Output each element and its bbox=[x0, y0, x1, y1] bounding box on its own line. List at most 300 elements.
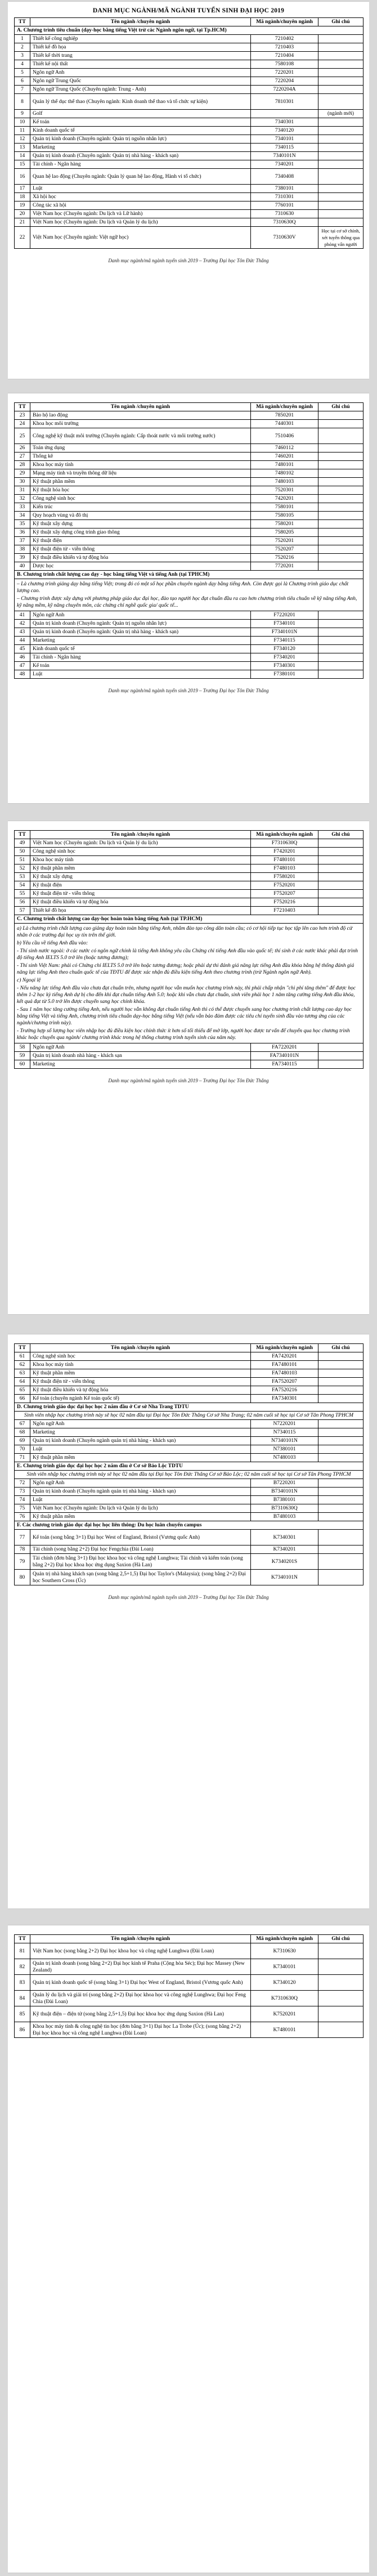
row-number: 19 bbox=[15, 201, 30, 210]
major-note bbox=[318, 428, 363, 444]
major-note bbox=[318, 1991, 363, 2006]
major-note bbox=[318, 1420, 363, 1428]
major-code: FA7340115 bbox=[251, 1060, 318, 1069]
major-note bbox=[318, 218, 363, 227]
note-paragraph: c) Ngoại lệ bbox=[17, 978, 41, 983]
major-name: Việt Nam học (Chuyên ngành: Du lịch và Lữ hành) bbox=[30, 210, 251, 218]
section-row bbox=[15, 915, 363, 924]
table-row bbox=[15, 881, 363, 890]
majors-table bbox=[14, 1934, 363, 2038]
major-code: FA7340101N bbox=[251, 1052, 318, 1060]
row-number: 28 bbox=[15, 461, 30, 469]
major-code: 7480103 bbox=[251, 478, 318, 486]
row-number: 55 bbox=[15, 890, 30, 898]
major-name: Kỹ thuật xây dựng bbox=[30, 520, 251, 528]
major-name: Ngôn ngữ Trung Quốc bbox=[30, 77, 251, 86]
major-note: Học tại cơ sở chính, xét tuyển thông qua phỏng vấn người bbox=[318, 227, 363, 249]
major-note bbox=[318, 1395, 363, 1403]
major-note bbox=[318, 60, 363, 69]
header-name: Tên ngành /chuyên ngành bbox=[30, 1344, 251, 1352]
header-note: Ghi chú bbox=[318, 1344, 363, 1352]
major-code: 7380101 bbox=[251, 185, 318, 193]
major-code: F7340101N bbox=[251, 628, 318, 637]
row-number: 48 bbox=[15, 670, 30, 679]
table-row bbox=[15, 890, 363, 898]
header-tt: TT bbox=[15, 831, 30, 839]
major-name: Kỹ thuật phần mềm bbox=[30, 1513, 251, 1521]
table-row bbox=[15, 907, 363, 915]
major-name: Khoa học máy tính & công nghệ tin học (đơn bằng 3+1) Đại học La Trobe (Úc); (song bằng 2+2) Đại học khoa học và công nghệ Lunghwa (Đài Loan) bbox=[30, 2022, 251, 2038]
majors-table bbox=[14, 402, 363, 679]
major-note bbox=[318, 77, 363, 86]
note-paragraph: - Nếu năng lực tiếng Anh đầu vào chưa đạt chuẩn trên, nhưng người học vẫn muốn học chương trình này, thì phải chấp nhận "chi phí tăng thêm" để được học thêm 1-2 học kỳ tiếng Anh dự bị cho đến khi đạt chuẩn tiếng Anh 5.0; hoặc khi vẫn chưa đạt chuẩn, sinh viên phải học 1 năm tăng cường tiếng Anh đầu khóa, kết quả đạt từ 5.0 trở lên được chuyển sang học chính khóa. bbox=[17, 985, 356, 1005]
section-row bbox=[15, 571, 363, 579]
section-subtext: Sinh viên nhập học chương trình này sẽ học 02 năm đầu tại Đại học Tôn Đức Thắng Cơ sở Nha Trang; 02 năm cuối sẽ học tại Cơ sở Tân Phong TPHCM bbox=[15, 1412, 363, 1420]
major-code: F7480103 bbox=[251, 864, 318, 873]
table-row bbox=[15, 411, 363, 420]
major-code: 7580108 bbox=[251, 60, 318, 69]
row-number: 78 bbox=[15, 1545, 30, 1554]
note-paragraph: - Thí sinh nước ngoài: ở các nước có ngôn ngữ chính là tiếng Anh không yêu cầu Chứng chỉ tiếng Anh đầu vào quốc tế; thí sinh ở các nước khác phải đạt trình độ tiếng Anh IELTS 5.0 trở lên (hoặc tương đương); bbox=[17, 948, 358, 961]
major-code: K7340101 bbox=[251, 1959, 318, 1975]
major-name: Quản trị nhà hàng khách sạn (song bằng 2,5+1,5) Đại học Taylor's (Malaysia); (song bằng 2+2) Đại học Southern Cross (Úc) bbox=[30, 1570, 251, 1585]
table-row bbox=[15, 503, 363, 512]
row-number: 71 bbox=[15, 1454, 30, 1462]
table-row bbox=[15, 428, 363, 444]
major-code: 7220204 bbox=[251, 77, 318, 86]
row-number: 60 bbox=[15, 1060, 30, 1069]
row-number: 39 bbox=[15, 554, 30, 562]
section-subtext: Sinh viên nhập học chương trình này sẽ học 02 năm đầu tại Đại học Tôn Đức Thắng Cơ sở Bảo Lộc; 02 năm cuối sẽ học tại Cơ sở Tân Phong TPHCM bbox=[15, 1471, 363, 1479]
major-code: F7380101 bbox=[251, 670, 318, 679]
major-code: N7380101 bbox=[251, 1445, 318, 1454]
table-row bbox=[15, 1943, 363, 1959]
major-code: 7580205 bbox=[251, 528, 318, 537]
table-row bbox=[15, 86, 363, 94]
row-number: 33 bbox=[15, 503, 30, 512]
row-number: 86 bbox=[15, 2022, 30, 2038]
major-code: K7340101N bbox=[251, 1570, 318, 1585]
major-name: Ngôn ngữ Anh bbox=[30, 1420, 251, 1428]
major-code: 7340408 bbox=[251, 169, 318, 185]
table-row bbox=[15, 628, 363, 637]
table-row bbox=[15, 562, 363, 571]
major-note bbox=[318, 185, 363, 193]
row-number: 32 bbox=[15, 495, 30, 503]
row-number: 46 bbox=[15, 653, 30, 662]
row-number: 82 bbox=[15, 1959, 30, 1975]
major-code: 7580201 bbox=[251, 520, 318, 528]
major-name: Kỹ thuật xây dựng bbox=[30, 873, 251, 881]
major-note bbox=[318, 1060, 363, 1069]
major-note bbox=[318, 201, 363, 210]
table-row bbox=[15, 873, 363, 881]
row-number: 70 bbox=[15, 1445, 30, 1454]
table-row bbox=[15, 637, 363, 645]
major-name: Việt Nam học (Chuyên ngành: Du lịch và Quản lý du lịch) bbox=[30, 218, 251, 227]
major-name: Mạng máy tính và truyền thông dữ liệu bbox=[30, 469, 251, 478]
major-note bbox=[318, 1959, 363, 1975]
row-number: 23 bbox=[15, 411, 30, 420]
major-note bbox=[318, 193, 363, 201]
major-name: Thiết kế nội thất bbox=[30, 60, 251, 69]
major-note bbox=[318, 1352, 363, 1361]
note-row bbox=[15, 924, 363, 1043]
major-name: Ngôn ngữ Anh bbox=[30, 69, 251, 77]
table-row bbox=[15, 2006, 363, 2022]
table-row bbox=[15, 160, 363, 169]
major-name: Luật bbox=[30, 1496, 251, 1504]
major-code: 7520207 bbox=[251, 545, 318, 554]
section-row bbox=[15, 1521, 363, 1530]
major-note bbox=[318, 562, 363, 571]
major-name: Tài chính (song bằng 2+2) Đại học Fengchia (Đài Loan) bbox=[30, 1545, 251, 1554]
major-note bbox=[318, 611, 363, 620]
table-row bbox=[15, 193, 363, 201]
header-code: Mã ngành/chuyên ngành bbox=[251, 403, 318, 411]
major-name: Công tác xã hội bbox=[30, 201, 251, 210]
major-note bbox=[318, 144, 363, 152]
major-name: Việt Nam học (Chuyên ngành: Việt ngữ học) bbox=[30, 227, 251, 249]
table-row bbox=[15, 620, 363, 628]
table-row bbox=[15, 1060, 363, 1069]
row-number: 68 bbox=[15, 1428, 30, 1437]
table-row bbox=[15, 670, 363, 679]
major-code: F7520207 bbox=[251, 890, 318, 898]
page-footer: Danh mục ngành/mã ngành tuyển sinh 2019 – Trường Đại học Tôn Đức Thắng bbox=[108, 258, 269, 263]
major-name: Dược học bbox=[30, 562, 251, 571]
major-code: K7340120 bbox=[251, 1975, 318, 1991]
table-row bbox=[15, 1496, 363, 1504]
major-code: 7210402 bbox=[251, 35, 318, 43]
row-number: 5 bbox=[15, 69, 30, 77]
row-number: 15 bbox=[15, 160, 30, 169]
table-row bbox=[15, 135, 363, 144]
major-code: 7520301 bbox=[251, 486, 318, 495]
major-name: Tài chính - Ngân hàng bbox=[30, 653, 251, 662]
major-note bbox=[318, 35, 363, 43]
major-name: Luật bbox=[30, 185, 251, 193]
major-note bbox=[318, 1437, 363, 1445]
row-number: 34 bbox=[15, 512, 30, 520]
major-note bbox=[318, 69, 363, 77]
major-note bbox=[318, 43, 363, 52]
major-name: Kỹ thuật phần mềm bbox=[30, 1369, 251, 1378]
table-row bbox=[15, 848, 363, 856]
table-row bbox=[15, 1513, 363, 1521]
row-number: 10 bbox=[15, 118, 30, 127]
table-row bbox=[15, 1437, 363, 1445]
row-number: 38 bbox=[15, 545, 30, 554]
major-note bbox=[318, 2022, 363, 2038]
major-note bbox=[318, 520, 363, 528]
major-name: Khoa học máy tính bbox=[30, 461, 251, 469]
major-name: Thiết kế đồ họa bbox=[30, 907, 251, 915]
major-note bbox=[318, 856, 363, 864]
row-number: 25 bbox=[15, 428, 30, 444]
table-row bbox=[15, 545, 363, 554]
major-code: K7340201S bbox=[251, 1554, 318, 1570]
row-number: 81 bbox=[15, 1943, 30, 1959]
major-note bbox=[318, 512, 363, 520]
row-number: 11 bbox=[15, 127, 30, 135]
table-row bbox=[15, 127, 363, 135]
table-row bbox=[15, 495, 363, 503]
row-number: 43 bbox=[15, 628, 30, 637]
major-note bbox=[318, 1943, 363, 1959]
major-name: Bảo hộ lao động bbox=[30, 411, 251, 420]
major-name: Kế toán (chuyên ngành Kế toán quốc tế) bbox=[30, 1395, 251, 1403]
section-heading: A. Chương trình tiêu chuẩn (dạy-học bằng tiếng Việt trừ các Ngành ngôn ngữ, tại Tp.HCM) bbox=[15, 26, 363, 35]
major-code: N7220201 bbox=[251, 1420, 318, 1428]
major-name: Kỹ thuật điều khiển và tự động hóa bbox=[30, 554, 251, 562]
major-note bbox=[318, 545, 363, 554]
major-note bbox=[318, 1378, 363, 1386]
page-footer: Danh mục ngành/mã ngành tuyển sinh 2019 – Trường Đại học Tôn Đức Thắng bbox=[108, 1594, 269, 1600]
major-note bbox=[318, 1043, 363, 1052]
major-note bbox=[318, 907, 363, 915]
major-name: Khoa học máy tính bbox=[30, 1361, 251, 1369]
major-note bbox=[318, 495, 363, 503]
major-note bbox=[318, 160, 363, 169]
major-code: 7580101 bbox=[251, 503, 318, 512]
page-footer: Danh mục ngành/mã ngành tuyển sinh 2019 – Trường Đại học Tôn Đức Thắng bbox=[108, 688, 269, 693]
row-number: 16 bbox=[15, 169, 30, 185]
major-code: 7310630V bbox=[251, 227, 318, 249]
major-note bbox=[318, 1530, 363, 1545]
major-name: Kỹ thuật điều khiển và tự động hóa bbox=[30, 898, 251, 907]
table-row bbox=[15, 1445, 363, 1454]
major-note bbox=[318, 1454, 363, 1462]
section-heading: F. Các chương trình giáo dục đại học học liên thông: Du học luân chuyển campus bbox=[15, 1521, 363, 1530]
table-row bbox=[15, 512, 363, 520]
table-header-row bbox=[15, 18, 363, 26]
table-row bbox=[15, 218, 363, 227]
table-row bbox=[15, 144, 363, 152]
document-page-2 bbox=[8, 393, 369, 804]
table-row bbox=[15, 185, 363, 193]
row-number: 79 bbox=[15, 1554, 30, 1570]
major-note bbox=[318, 1545, 363, 1554]
row-number: 22 bbox=[15, 227, 30, 249]
major-code: 7420201 bbox=[251, 495, 318, 503]
table-row bbox=[15, 52, 363, 60]
major-code: F7340201 bbox=[251, 653, 318, 662]
major-note bbox=[318, 411, 363, 420]
major-note bbox=[318, 620, 363, 628]
major-name: Kỹ thuật điện bbox=[30, 881, 251, 890]
row-number: 84 bbox=[15, 1991, 30, 2006]
table-row bbox=[15, 227, 363, 249]
table-row bbox=[15, 60, 363, 69]
table-row bbox=[15, 201, 363, 210]
major-name: Quản trị kinh doanh (Chuyên ngành quản trị nhà hàng - khách sạn) bbox=[30, 1437, 251, 1445]
major-code: 7520201 bbox=[251, 537, 318, 545]
major-code: 7460112 bbox=[251, 444, 318, 453]
major-note bbox=[318, 864, 363, 873]
major-name: Kỹ thuật điện tử - viễn thông bbox=[30, 545, 251, 554]
section-heading: C. Chương trình chất lượng cao dạy-học hoàn toàn bằng tiếng Anh (tại TP.HCM) bbox=[15, 915, 363, 924]
row-number: 74 bbox=[15, 1496, 30, 1504]
major-code: 7220204A bbox=[251, 86, 318, 94]
table-row bbox=[15, 1570, 363, 1585]
major-name: Công nghệ sinh học bbox=[30, 1352, 251, 1361]
major-name: Công nghệ kỹ thuật môi trường (Chuyên ngành: Cấp thoát nước và môi trường nước) bbox=[30, 428, 251, 444]
major-code: F7340301 bbox=[251, 662, 318, 670]
row-number: 24 bbox=[15, 420, 30, 428]
row-number: 44 bbox=[15, 637, 30, 645]
major-name: Việt Nam học (Chuyên ngành: Du lịch và Quản lý du lịch) bbox=[30, 839, 251, 848]
major-code: K7480101 bbox=[251, 2022, 318, 2038]
major-note bbox=[318, 839, 363, 848]
major-name: Thiết kế công nghiệp bbox=[30, 35, 251, 43]
note-paragraph: a) Là chương trình chất lượng cao giảng dạy hoàn toàn bằng tiếng Anh, nhằm đào tạo công dân toàn cầu; có cơ hội tiếp tục học tập lên cao hơn trình độ cử nhân ở các trường đại học uy tín trên thế giới. bbox=[17, 926, 353, 938]
major-name: Quản lý thể dục thể thao (Chuyên ngành: Kinh doanh thể thao và tổ chức sự kiện) bbox=[30, 94, 251, 110]
major-code: 7460201 bbox=[251, 453, 318, 461]
row-number: 18 bbox=[15, 193, 30, 201]
major-note bbox=[318, 528, 363, 537]
major-code: 7580105 bbox=[251, 512, 318, 520]
major-name: Quản trị kinh doanh (song bằng 2+2) Đại học kinh tế Praha (Cộng hòa Séc); Đại học Massey (New Zealand) bbox=[30, 1959, 251, 1975]
major-note bbox=[318, 86, 363, 94]
major-name: Quản trị kinh doanh (Chuyên ngành: Quản trị nhà hàng - khách sạn) bbox=[30, 628, 251, 637]
header-code: Mã ngành/chuyên ngành bbox=[251, 1344, 318, 1352]
major-code: 7340115 bbox=[251, 144, 318, 152]
major-name: Kỹ thuật điện tử - viễn thông bbox=[30, 890, 251, 898]
major-code: 7340120 bbox=[251, 127, 318, 135]
row-number: 85 bbox=[15, 2006, 30, 2022]
major-note bbox=[318, 637, 363, 645]
major-note bbox=[318, 873, 363, 881]
table-row bbox=[15, 1488, 363, 1496]
major-note bbox=[318, 628, 363, 637]
row-number: 54 bbox=[15, 881, 30, 890]
major-name: Quản lý du lịch và giải trí (song bằng 2+2) Đại học khoa học và công nghệ Lunghwa; Đại học Feng Chia (Đài Loan) bbox=[30, 1991, 251, 2006]
major-code: 7810301 bbox=[251, 94, 318, 110]
row-number: 26 bbox=[15, 444, 30, 453]
major-code: 7210404 bbox=[251, 52, 318, 60]
major-note bbox=[318, 210, 363, 218]
major-code: F7520201 bbox=[251, 881, 318, 890]
major-name: Kỹ thuật phần mềm bbox=[30, 478, 251, 486]
major-code: B7340101N bbox=[251, 1488, 318, 1496]
header-tt: TT bbox=[15, 403, 30, 411]
table-row bbox=[15, 478, 363, 486]
table-row bbox=[15, 35, 363, 43]
section-heading: D. Chương trình giáo dục đại học học 2 năm đầu ở Cơ sở Nha Trang TDTU bbox=[15, 1403, 363, 1412]
row-number: 36 bbox=[15, 528, 30, 537]
table-header-row bbox=[15, 403, 363, 411]
header-name: Tên ngành /chuyên ngành bbox=[30, 1935, 251, 1943]
major-note bbox=[318, 1052, 363, 1060]
major-note bbox=[318, 118, 363, 127]
table-row bbox=[15, 1454, 363, 1462]
major-code: F7340101 bbox=[251, 620, 318, 628]
major-name: Công nghệ sinh học bbox=[30, 848, 251, 856]
major-note bbox=[318, 444, 363, 453]
table-row bbox=[15, 1530, 363, 1545]
table-row bbox=[15, 1378, 363, 1386]
note-row bbox=[15, 579, 363, 611]
subtext-row bbox=[15, 1412, 363, 1420]
major-name: Công nghệ sinh học bbox=[30, 495, 251, 503]
major-code: N7480103 bbox=[251, 1454, 318, 1462]
major-name: Ngôn ngữ Anh bbox=[30, 1043, 251, 1052]
document-page-5 bbox=[8, 1925, 369, 2573]
major-note bbox=[318, 1386, 363, 1395]
table-row bbox=[15, 420, 363, 428]
major-name: Quản trị kinh doanh quốc tế (song bằng 3+1) Đại học West of England, Bristol (Vương quốc Anh) bbox=[30, 1975, 251, 1991]
note-paragraph: - Sau 1 năm học tăng cường tiếng Anh, nếu người học vẫn không đạt chuẩn tiếng Anh thì có thể được chuyển sang học chương trình chất lượng cao dạy học bằng tiếng Việt và tiếng Anh, chương trình tiêu chuẩn dạy-học bằng tiếng Việt (nếu vẫn bảo đảm được các tiêu chí tuyển sinh đầu vào tương ứng của các ngành/chương trình này). bbox=[17, 1007, 352, 1026]
row-number: 56 bbox=[15, 898, 30, 907]
row-number: 27 bbox=[15, 453, 30, 461]
major-note bbox=[318, 469, 363, 478]
row-number: 35 bbox=[15, 520, 30, 528]
major-note bbox=[318, 1479, 363, 1488]
major-name: Kỹ thuật điều khiển và tự động hóa bbox=[30, 1386, 251, 1395]
major-note bbox=[318, 1513, 363, 1521]
header-code: Mã ngành/chuyên ngành bbox=[251, 18, 318, 26]
document-page-3 bbox=[8, 821, 369, 1315]
row-number: 31 bbox=[15, 486, 30, 495]
major-code: F7310630Q bbox=[251, 839, 318, 848]
row-number: 20 bbox=[15, 210, 30, 218]
major-note bbox=[318, 1496, 363, 1504]
major-name: Kỹ thuật phần mềm bbox=[30, 1454, 251, 1462]
major-code: 7520216 bbox=[251, 554, 318, 562]
row-number: 8 bbox=[15, 94, 30, 110]
table-row bbox=[15, 1504, 363, 1513]
row-number: 61 bbox=[15, 1352, 30, 1361]
major-note bbox=[318, 1488, 363, 1496]
section-heading: E. Chương trình giáo dục đại học học 2 năm đầu ở Cơ sở Bảo Lộc TDTU bbox=[15, 1462, 363, 1471]
section-row bbox=[15, 26, 363, 35]
major-note bbox=[318, 478, 363, 486]
header-tt: TT bbox=[15, 18, 30, 26]
section-note bbox=[15, 579, 363, 611]
major-note bbox=[318, 1570, 363, 1585]
major-name: Kinh doanh quốc tế bbox=[30, 127, 251, 135]
table-row bbox=[15, 152, 363, 160]
major-note: (ngành mới) bbox=[318, 110, 363, 118]
row-number: 41 bbox=[15, 611, 30, 620]
table-row bbox=[15, 69, 363, 77]
row-number: 49 bbox=[15, 839, 30, 848]
major-code: 7310301 bbox=[251, 193, 318, 201]
majors-table bbox=[14, 17, 363, 249]
table-row bbox=[15, 469, 363, 478]
row-number: 47 bbox=[15, 662, 30, 670]
major-name: Ngôn ngữ Anh bbox=[30, 1479, 251, 1488]
major-code: F7580201 bbox=[251, 873, 318, 881]
header-note: Ghi chú bbox=[318, 18, 363, 26]
table-header-row bbox=[15, 1935, 363, 1943]
row-number: 80 bbox=[15, 1570, 30, 1585]
row-number: 63 bbox=[15, 1369, 30, 1378]
table-row bbox=[15, 2022, 363, 2038]
row-number: 14 bbox=[15, 152, 30, 160]
major-note bbox=[318, 127, 363, 135]
section-heading: B. Chương trình chất lượng cao dạy - học bằng tiếng Việt và tiếng Anh (tại TPHCM) bbox=[15, 571, 363, 579]
subtext-row bbox=[15, 1471, 363, 1479]
major-code: FA7480101 bbox=[251, 1361, 318, 1369]
major-name: Quan hệ lao động (Chuyên ngành: Quản lý quan hệ lao động, Hành vi tổ chức) bbox=[30, 169, 251, 185]
row-number: 53 bbox=[15, 873, 30, 881]
major-name: Golf bbox=[30, 110, 251, 118]
row-number: 12 bbox=[15, 135, 30, 144]
row-number: 30 bbox=[15, 478, 30, 486]
row-number: 6 bbox=[15, 77, 30, 86]
